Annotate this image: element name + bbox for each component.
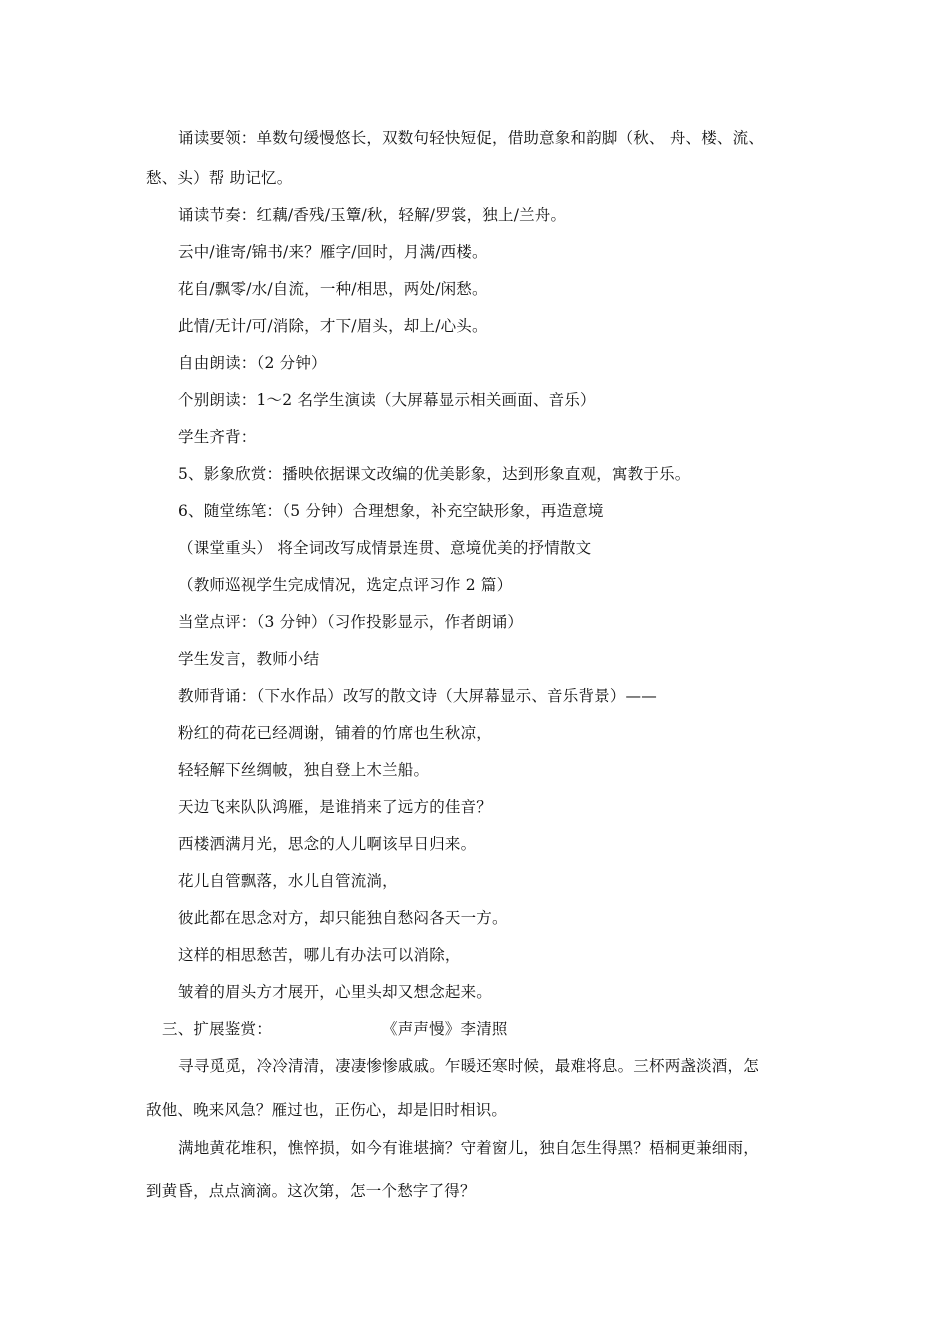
text-line: 花儿自管飘落，水儿自管流淌， bbox=[178, 872, 398, 890]
text-line: 学生齐背： bbox=[178, 428, 257, 446]
poem-title: 《声声慢》李清照 bbox=[382, 1020, 508, 1038]
poem-line: 到黄昏，点点滴滴。这次第，怎一个愁字了得？ bbox=[146, 1182, 476, 1200]
text-line: 愁、头）帮 助记忆。 bbox=[146, 169, 293, 187]
section-heading: 三、扩展鉴赏： bbox=[162, 1020, 272, 1038]
text-line: 天边飞来队队鸿雁，是谁捎来了远方的佳音？ bbox=[178, 798, 493, 816]
text-line: （课堂重头） 将全词改写成情景连贯、意境优美的抒情散文 bbox=[178, 539, 592, 557]
text-line: 这样的相思愁苦，哪儿有办法可以消除， bbox=[178, 946, 461, 964]
text-line: 诵读节奏：红藕/香残/玉簟/秋，轻解/罗裳，独上/兰舟。 bbox=[178, 206, 567, 224]
text-line: 此情/无计/可/消除，才下/眉头，却上/心头。 bbox=[178, 317, 488, 335]
text-line: 诵读要领：单数句缓慢悠长，双数句轻快短促，借助意象和韵脚（秋、 舟、楼、流、 bbox=[178, 129, 765, 147]
text-line: 个别朗读：1～2 名学生演读（大屏幕显示相关画面、音乐） bbox=[178, 391, 596, 409]
text-line: 自由朗读：（2 分钟） bbox=[178, 354, 327, 372]
poem-line: 敌他、晚来风急？雁过也，正伤心，却是旧时相识。 bbox=[146, 1101, 508, 1119]
text-line: （教师巡视学生完成情况，选定点评习作 2 篇） bbox=[178, 576, 513, 594]
poem-line: 寻寻觅觅，冷冷清清，凄凄惨惨戚戚。乍暖还寒时候，最难将息。三杯两盏淡酒，怎 bbox=[178, 1057, 759, 1075]
text-line: 学生发言，教师小结 bbox=[178, 650, 320, 668]
text-line: 云中/谁寄/锦书/来？雁字/回时，月满/西楼。 bbox=[178, 243, 488, 261]
text-line: 西楼洒满月光，思念的人儿啊该早日归来。 bbox=[178, 835, 477, 853]
text-line: 粉红的荷花已经凋谢，铺着的竹席也生秋凉， bbox=[178, 724, 493, 742]
text-line: 5、影象欣赏：播映依据课文改编的优美影象，达到形象直观，寓教于乐。 bbox=[178, 465, 691, 483]
text-line: 当堂点评：（3 分钟）（习作投影显示，作者朗诵） bbox=[178, 613, 524, 631]
text-line: 皱着的眉头方才展开，心里头却又想念起来。 bbox=[178, 983, 493, 1001]
text-line: 花自/飘零/水/自流，一种/相思，两处/闲愁。 bbox=[178, 280, 488, 298]
text-line: 6、随堂练笔：（5 分钟）合理想象，补充空缺形象，再造意境 bbox=[178, 502, 604, 520]
text-line: 轻轻解下丝绸帔，独自登上木兰船。 bbox=[178, 761, 430, 779]
text-line: 教师背诵：（下水作品）改写的散文诗（大屏幕显示、音乐背景）—— bbox=[178, 687, 657, 705]
text-line: 彼此都在思念对方，却只能独自愁闷各天一方。 bbox=[178, 909, 508, 927]
poem-line: 满地黄花堆积，憔悴损，如今有谁堪摘？守着窗儿，独自怎生得黑？梧桐更兼细雨， bbox=[178, 1139, 759, 1157]
